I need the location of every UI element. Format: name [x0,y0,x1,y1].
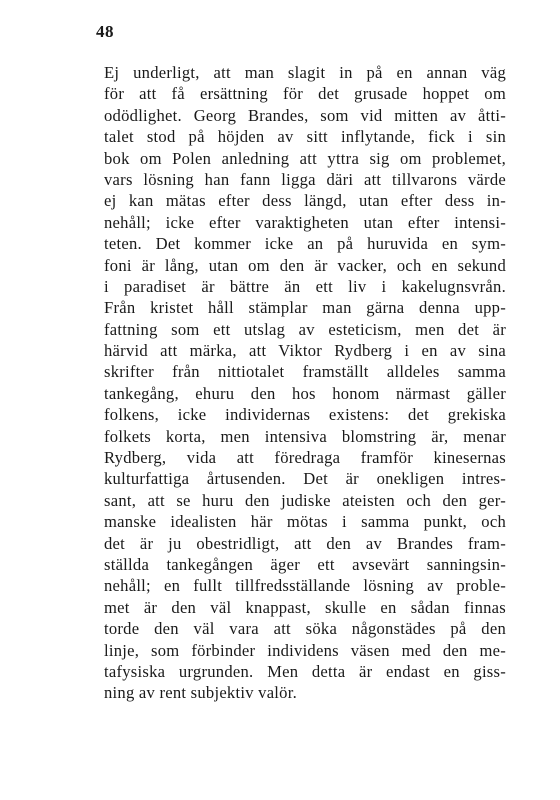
text-line: sant, att se huru den judiske ateisten och den ger- [104,490,506,510]
text-line: talet stod på höjden av sitt inflytande, fick i sin [104,127,506,147]
text-line: ning av rent subjektiv valör. [104,683,297,703]
text-line: folkens, icke individernas existens: det grekiska [104,405,506,425]
text-line: linje, som förbinder individens väsen med den me- [104,640,506,660]
text-line: foni är lång, utan om den är vacker, och en sekund [104,255,506,275]
text-line: Ej underligt, att man slagit in på en annan väg [104,63,506,82]
text-line: skrifter från nittiotalet framställt alldeles samma [104,362,506,382]
text-line: Rydberg, vida att föredraga framför kinesernas [104,448,506,468]
text-line: fattning som ett utslag av esteticism, men det är [104,319,506,339]
text-line: tafysiska urgrunden. Men detta är endast en giss- [104,661,506,681]
text-line: härvid att märka, att Viktor Rydberg i en av sina [104,341,506,361]
text-line: Från kristet håll stämplar man gärna denna upp- [104,298,506,318]
text-line: nehåll; en fullt tillfredsställande lösning av proble- [104,576,506,596]
text-line: bok om Polen anledning att yttra sig om problemet, [104,148,506,168]
text-line: ej kan mätas efter dess längd, utan efter dess in- [104,191,506,211]
text-line: det är ju obestridligt, att den av Brandes fram- [104,533,506,553]
text-line: för att få ersättning för det grusade hoppet om [104,84,506,104]
text-line: vars lösning han fann ligga däri att tillvarons värde [104,169,506,189]
body-text [104,62,506,704]
text-line: manske idealisten här mötas i samma punkt, och [104,512,506,532]
text-line: odödlighet. Georg Brandes, som vid mitten av åtti- [104,105,506,125]
text-line: ställda tankegången äger ett avsevärt sanningsin- [104,554,506,574]
text-line: nehåll; icke efter varaktigheten utan efter intensi- [104,212,506,232]
text-line: met är den väl knappast, skulle en sådan finnas [104,597,506,617]
text-line: tankegång, ehuru den hos honom närmast gäller [104,383,506,403]
text-line: i paradiset är bättre än ett liv i kakelugnsvrån. [104,276,506,296]
text-line: teten. Det kommer icke an på huruvida en sym- [104,234,506,254]
text-line: folkets korta, men intensiva blomstring är, menar [104,426,506,446]
page-number: 48 [96,22,114,41]
text-line: kulturfattiga årtusenden. Det är onekligen intres- [104,469,506,489]
text-line: torde den väl vara att söka någonstädes på den [104,619,506,639]
